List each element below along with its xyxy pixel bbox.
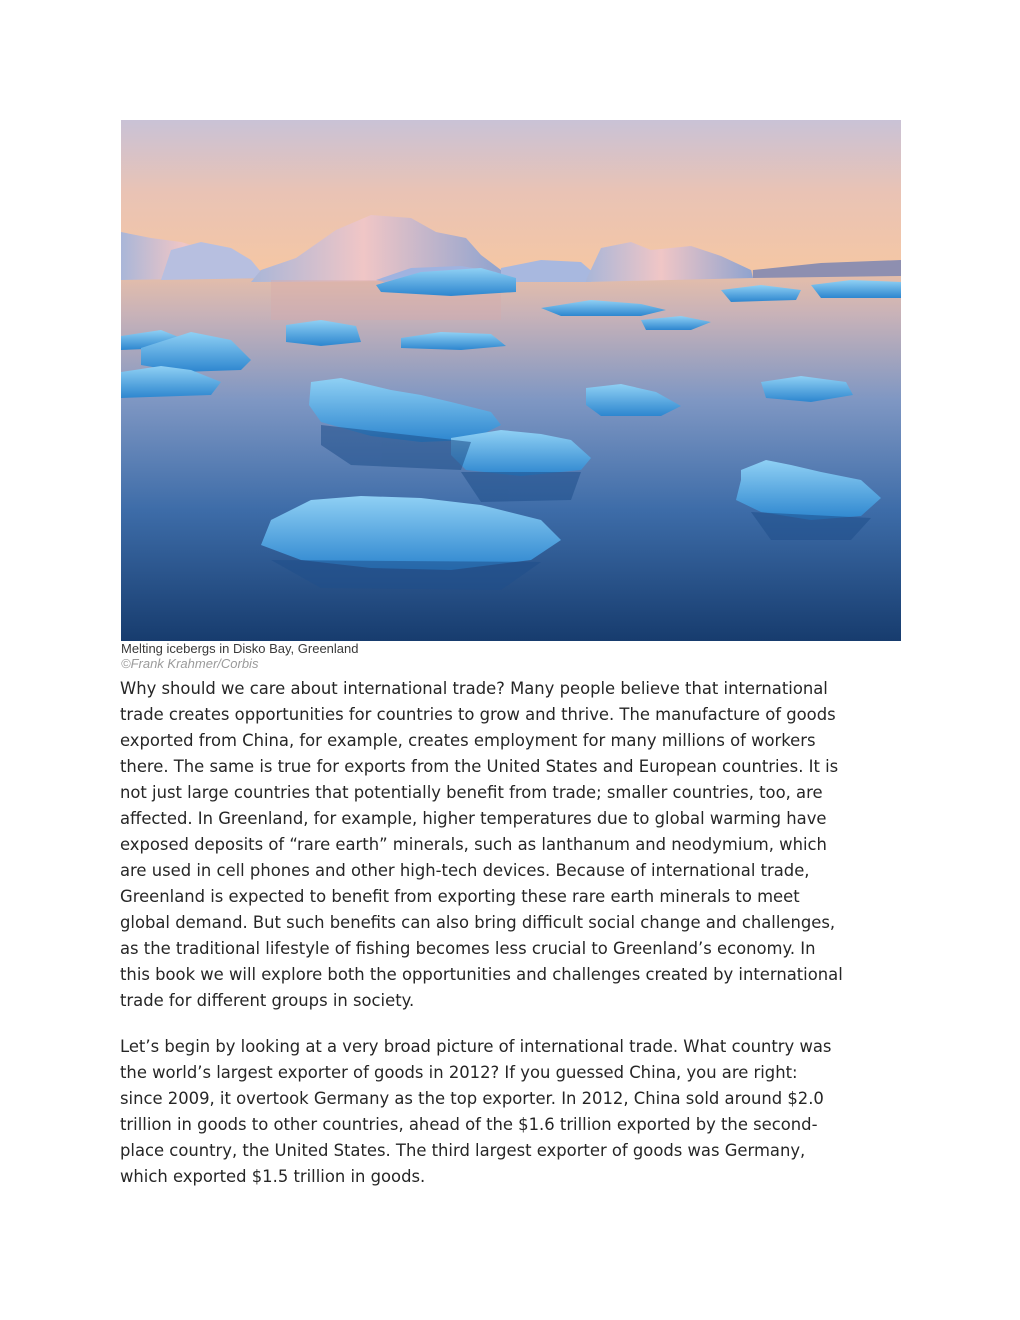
paragraph-line: global demand. But such benefits can also bring difficult social change and challenges, [120,913,836,932]
paragraph-line: as the traditional lifestyle of fishing becomes less crucial to Greenland’s economy. In [120,939,816,958]
paragraph-line: Why should we care about international trade? Many people believe that international [120,679,828,698]
paragraph-line: since 2009, it overtook Germany as the top exporter. In 2012, China sold around $2.0 [120,1089,824,1108]
photo-credit: ©Frank Krahmer/Corbis [121,656,259,671]
paragraph-line: this book we will explore both the opportunities and challenges created by international [120,965,843,984]
paragraph-line: affected. In Greenland, for example, higher temperatures due to global warming have [120,809,827,828]
paragraph-line: Greenland is expected to benefit from exporting these rare earth minerals to meet [120,887,800,906]
paragraph-line: trade creates opportunities for countries to grow and thrive. The manufacture of goods [120,705,836,724]
paragraph-line: exported from China, for example, creates employment for many millions of workers [120,731,816,750]
paragraph-line: exposed deposits of “rare earth” minerals, such as lanthanum and neodymium, which [120,835,827,854]
paragraph-line: which exported $1.5 trillion in goods. [120,1167,426,1186]
paragraph-line: the world’s largest exporter of goods in 2012? If you guessed China, you are right: [120,1063,798,1082]
paragraph-line: trade for different groups in society. [120,991,415,1010]
paragraph-line: not just large countries that potentially benefit from trade; smaller countries, too, are [120,783,823,802]
iceberg-photo [121,120,901,641]
figure-caption: Melting icebergs in Disko Bay, Greenland [121,641,359,656]
paragraph-line: there. The same is true for exports from the United States and European countries. It is [120,757,839,776]
paragraph-line: trillion in goods to other countries, ahead of the $1.6 trillion exported by the second- [120,1115,818,1134]
body-paragraph-1 [120,676,904,1014]
paragraph-line: place country, the United States. The third largest exporter of goods was Germany, [120,1141,806,1160]
paragraph-line: Let’s begin by looking at a very broad picture of international trade. What country was [120,1037,832,1056]
paragraph-line: are used in cell phones and other high-tech devices. Because of international trade, [120,861,810,880]
body-paragraph-2 [120,1034,904,1190]
